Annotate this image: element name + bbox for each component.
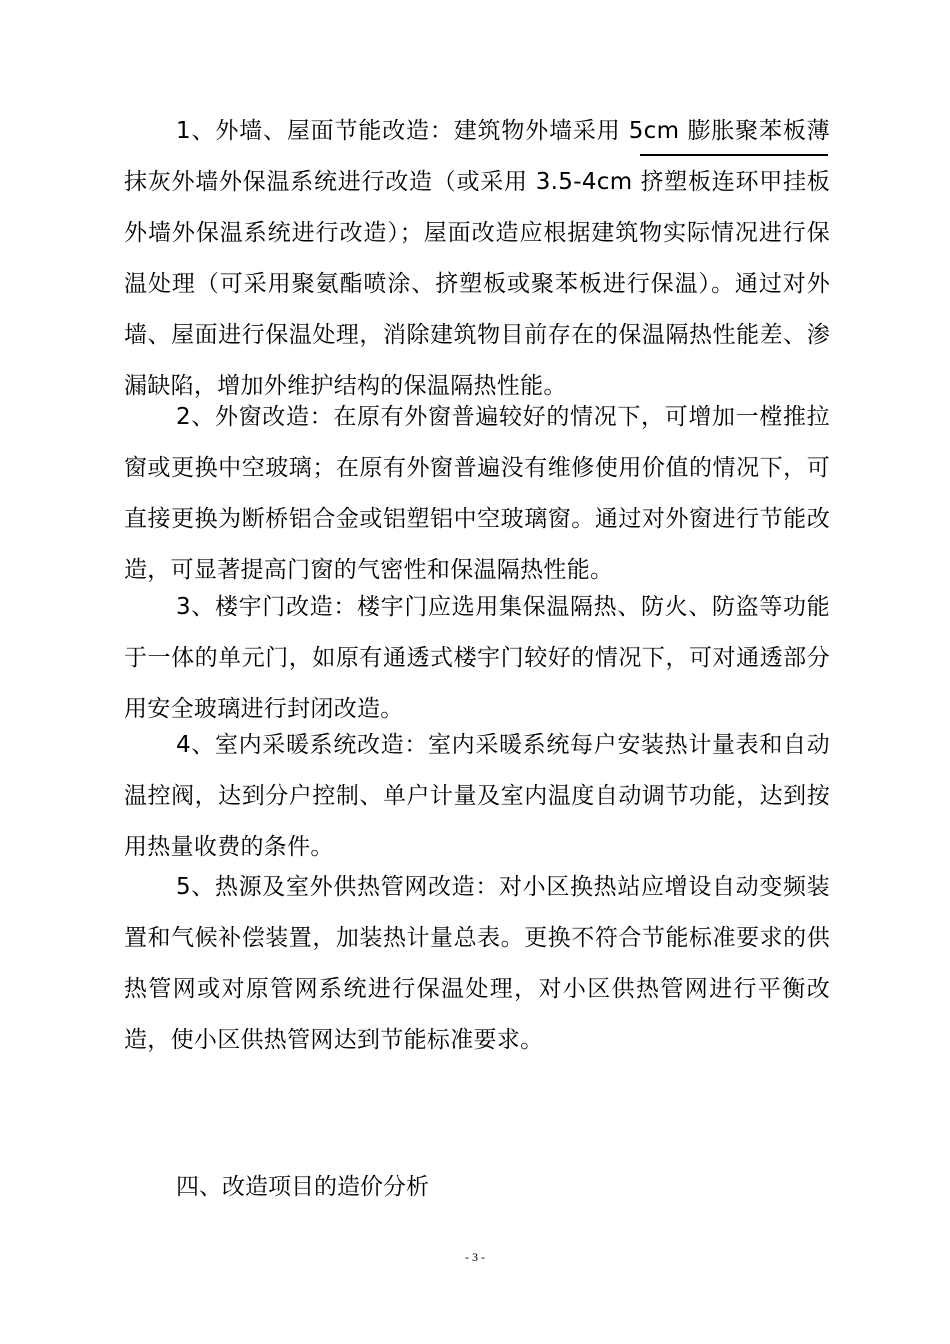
section-heading: 四、改造项目的造价分析 xyxy=(176,1174,429,1200)
page-number: - 3 - xyxy=(465,1250,485,1264)
paragraph-exterior-wall-roof: 1、外墙、屋面节能改造：建筑物外墙采用 5cm 膨胀聚苯板薄抹灰外墙外保温系统进行改造（或采用 3.5-4cm 挤塑板连环甲挂板外墙外保温系统进行改造）；屋面改造应根据建筑物实际情况进行保温处理（可采用聚氨酯喷涂、挤塑板或聚苯板进行保温）。通过对外墙、屋面进行保温处理，消除建筑物目前存在的保温隔热性能差、渗漏缺陷，增加外维护结构的保温隔热性能。 xyxy=(124,118,830,399)
paragraph-indoor-heating: 4、室内采暖系统改造：室内采暖系统每户安装热计量表和自动温控阀，达到分户控制、单户计量及室内温度自动调节功能，达到按用热量收费的条件。 xyxy=(124,732,830,860)
paragraph-exterior-window: 2、外窗改造：在原有外窗普遍较好的情况下，可增加一樘推拉窗或更换中空玻璃；在原有外窗普遍没有维修使用价值的情况下，可直接更换为断桥铝合金或铝塑铝中空玻璃窗。通过对外窗进行节能改造，可显著提高门窗的气密性和保温隔热性能。 xyxy=(124,404,830,583)
paragraph-building-door: 3、楼宇门改造：楼宇门应选用集保温隔热、防火、防盗等功能于一体的单元门，如原有通透式楼宇门较好的情况下，可对通透部分用安全玻璃进行封闭改造。 xyxy=(124,594,830,722)
paragraph-heat-source-network: 5、热源及室外供热管网改造：对小区换热站应增设自动变频装置和气候补偿装置，加装热计量总表。更换不符合节能标准要求的供热管网或对原管网系统进行保温处理，对小区供热管网进行平衡改造，使小区供热管网达到节能标准要求。 xyxy=(124,874,830,1053)
underline-rule xyxy=(640,154,828,156)
